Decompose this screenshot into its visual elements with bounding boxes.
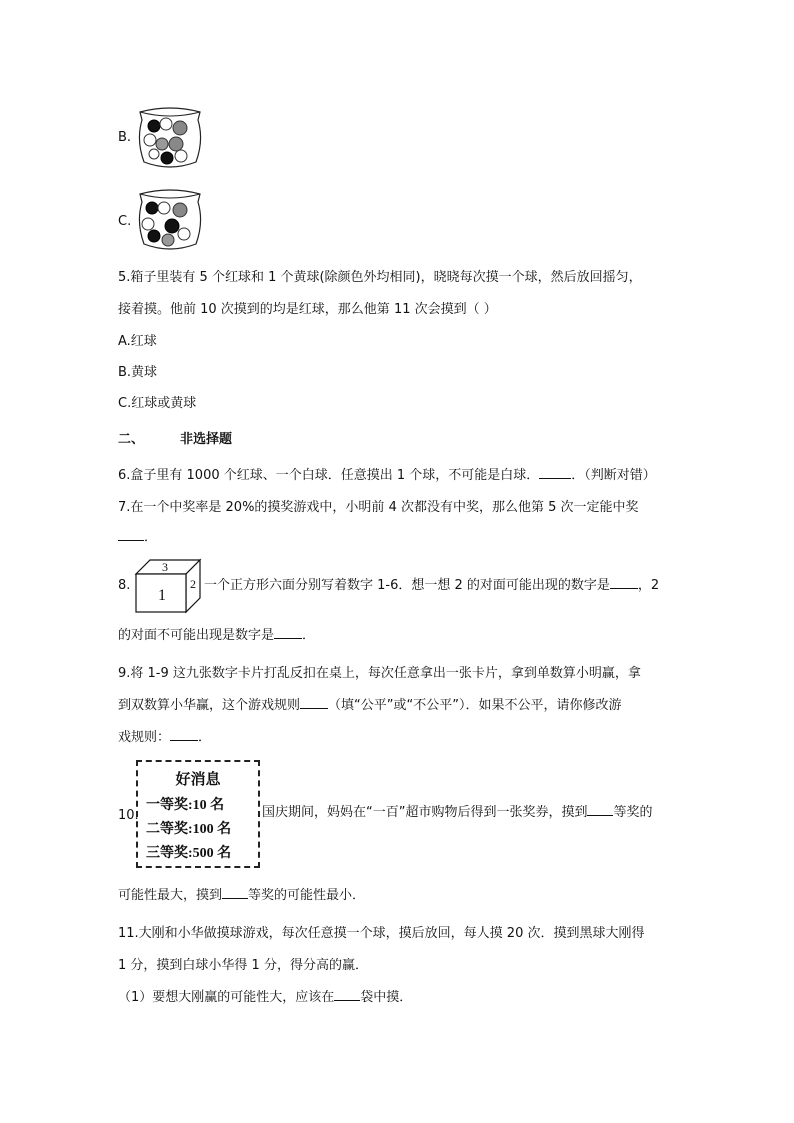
- option-c-label: C.: [118, 214, 132, 229]
- ball-black: [146, 202, 158, 214]
- q11-answer-blank-1[interactable]: [334, 988, 360, 1001]
- q10-number: 10.: [118, 808, 139, 823]
- q5-option-c: C.红球或黄球: [118, 396, 197, 411]
- ball-white: [158, 202, 170, 214]
- ball-white: [144, 134, 156, 146]
- section2-heading: [118, 430, 232, 450]
- cube-top-number: 3: [162, 560, 168, 574]
- q9-line2: [118, 696, 621, 716]
- bag-c-image: [134, 188, 206, 252]
- q10-answer-blank-1[interactable]: [587, 803, 613, 816]
- q10-answer-blank-2[interactable]: [222, 886, 248, 899]
- ball-gray: [173, 121, 187, 135]
- q8-line2-text: 的对面不可能出现是数字是: [118, 628, 275, 643]
- ball-white: [175, 150, 187, 162]
- q11-line2: 1 分，摸到白球小华得 1 分，得分高的赢．: [118, 958, 368, 973]
- q9-line2-after: （填“公平”或“不公平”）．如果不公平，请你修改游: [328, 698, 622, 713]
- ball-black: [148, 230, 160, 242]
- q11-line1: 11.大刚和小华做摸球游戏，每次任意摸一个球，摸后放回，每人摸 20 次．摸到黑球大刚得: [118, 926, 645, 941]
- q10-text1: 国庆期间，妈妈在“一百”超市购物后得到一张奖券，摸到: [262, 805, 588, 820]
- q7-line1: 7.在一个中奖率是 20%的摸奖游戏中，小明前 4 次都没有中奖，那么他第 5 次一定能中奖: [118, 500, 639, 515]
- notice-prize-1: 一等奖:10 名: [146, 798, 225, 813]
- q9-line1: 9.将 1-9 这九张数字卡片打乱反扣在桌上，每次任意拿出一张卡片，拿到单数算小明赢，拿: [118, 666, 641, 681]
- ball-white: [142, 218, 154, 230]
- good-news-notice: [136, 760, 260, 868]
- q8-line1: [204, 576, 659, 596]
- q9-answer-blank-2[interactable]: [170, 728, 198, 741]
- ball-black: [161, 152, 173, 164]
- q6-text-after: ．（判断对错）: [571, 468, 656, 483]
- notice-title: 好消息: [175, 772, 221, 788]
- cube-side-number: 2: [190, 577, 196, 591]
- q10-line2-after: 等奖的可能性最小．: [248, 888, 366, 903]
- q5-line2: 接着摸。他前 10 次摸到的均是红球，那么他第 11 次会摸到（ ）: [118, 302, 497, 317]
- notice-prize-3: 三等奖:500 名: [146, 846, 232, 861]
- ball-white: [160, 118, 172, 130]
- cube-image: [134, 556, 204, 614]
- ball-black: [148, 120, 160, 132]
- q9-line2-text: 到双数算小华赢，这个游戏规则: [118, 698, 301, 713]
- ball-white: [178, 228, 190, 240]
- q10-line2: [118, 886, 365, 906]
- option-b-label: B.: [118, 130, 132, 145]
- q9-answer-blank-1[interactable]: [300, 696, 328, 709]
- q9-line3: [118, 728, 211, 748]
- q11-sub1: [118, 988, 412, 1008]
- cube-front-number: 1: [158, 587, 166, 604]
- q9-line3-text: 戏规则：: [118, 730, 171, 745]
- section2-title: 非选择题: [180, 432, 233, 447]
- q8-line2-after: ．: [302, 628, 316, 643]
- q10-line1: [262, 803, 653, 823]
- q6-line: [118, 466, 656, 486]
- q11-sub1-text: （1）要想大刚赢的可能性大，应该在: [118, 990, 335, 1005]
- ball-gray: [156, 138, 168, 150]
- q10-text1-after: 等奖的: [613, 805, 653, 820]
- q8-answer-blank-1[interactable]: [610, 576, 638, 589]
- q7-line2-after: ．: [144, 530, 158, 545]
- q5-option-b: B.黄球: [118, 365, 158, 380]
- q8-answer-blank-2[interactable]: [274, 626, 302, 639]
- notice-prize-2: 二等奖:100 名: [146, 822, 232, 837]
- q7-answer-blank[interactable]: [118, 528, 144, 541]
- ball-white: [149, 149, 159, 159]
- q6-text: 6.盒子里有 1000 个红球、一个白球．任意摸出 1 个球，不可能是白球．: [118, 468, 540, 483]
- ball-gray: [173, 203, 187, 217]
- q11-sub1-after: 袋中摸．: [360, 990, 413, 1005]
- q8-line2: [118, 626, 315, 646]
- q5-option-a: A.红球: [118, 334, 157, 349]
- q6-answer-blank[interactable]: [539, 466, 571, 479]
- q10-line2-text: 可能性最大，摸到: [118, 888, 223, 903]
- q8-number: 8.: [118, 578, 131, 593]
- ball-gray: [169, 137, 183, 151]
- q9-line3-after: ．: [198, 730, 212, 745]
- q7-line2: [118, 528, 157, 548]
- q8-text1-after: ，2: [637, 578, 660, 593]
- q8-text1: 一个正方形六面分别写着数字 1-6．想一想 2 的对面可能出现的数字是: [204, 578, 610, 593]
- ball-gray: [162, 234, 174, 246]
- ball-black: [165, 219, 179, 233]
- q5-line1: 5.箱子里装有 5 个红球和 1 个黄球(除颜色外均相同)，晓晓每次摸一个球，然后放回摇匀，: [118, 270, 642, 285]
- bag-b-image: [134, 106, 206, 170]
- section2-number: 二、: [118, 432, 145, 447]
